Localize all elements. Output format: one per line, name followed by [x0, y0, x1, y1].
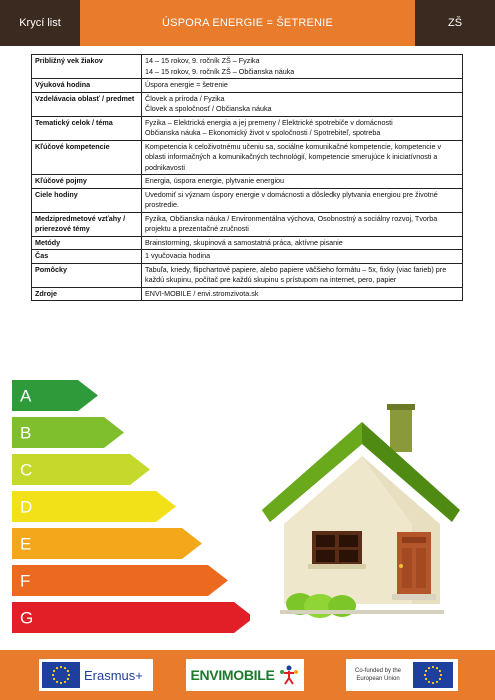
row-label: Medzipredmetové vzťahy / prierezové témy — [32, 212, 142, 236]
row-value: Fyzika – Elektrická energia a jej premeny / Elektrické spotrebiče v domácnosti Občianska náuka – Ekonomický život v spoločnosti / Spotrebiteľ, spotreba — [142, 116, 463, 140]
table-row — [32, 140, 463, 175]
row-label: Výuková hodina — [32, 79, 142, 93]
row-value: Kompetencia k celoživotnému učeniu sa, sociálne komunikačné kompetencie, kompetencie v oblasti informačných a komunikačných technológií, kompetencie smerujúce k iniciatívnosti a podnikavosti — [142, 140, 463, 175]
row-value: 1 vyučovacia hodina — [142, 250, 463, 264]
row-value: 14 – 15 rokov, 9. ročník ZŠ – Fyzika 14 – 15 rokov, 9. ročník ZŠ – Občianska náuka — [142, 55, 463, 79]
table-row — [32, 79, 463, 93]
energy-class-label: E — [20, 534, 32, 554]
table-row — [32, 236, 463, 250]
row-value: Úspora energie = šetrenie — [142, 79, 463, 93]
table-row — [32, 116, 463, 140]
energy-class-label: B — [20, 423, 32, 443]
erasmus-label: Erasmus+ — [84, 667, 143, 683]
envimobile-logo — [186, 659, 304, 691]
eu-flag-icon — [42, 662, 80, 688]
table-row — [32, 287, 463, 301]
energy-class-label: G — [20, 608, 34, 628]
energy-class-label: A — [20, 386, 32, 406]
table-row — [32, 92, 463, 116]
row-label: Vzdelávacia oblasť / predmet — [32, 92, 142, 116]
header-right-label: ZŠ — [415, 0, 495, 46]
header-title: ÚSPORA ENERGIE = ŠETRENIE — [80, 0, 415, 46]
table-row — [32, 175, 463, 189]
eu-flag-icon — [413, 662, 453, 688]
energy-class-label: D — [20, 497, 33, 517]
row-value: Tabuľa, kriedy, flipchartové papiere, alebo papiere väčšieho formátu – 5x, fixky (viac farieb) pre každú skupinu, počítač pre každú skupinu s prístupom na internet, pero, papier — [142, 263, 463, 287]
row-label: Kľúčové kompetencie — [32, 140, 142, 175]
table-row — [32, 55, 463, 79]
row-label: Kľúčové pojmy — [32, 175, 142, 189]
energy-class-g-bar — [12, 602, 250, 633]
row-value: ENVI-MOBILE / envi.stromzivota.sk — [142, 287, 463, 301]
cover-sheet-table — [31, 54, 463, 301]
energy-class-f-bar — [12, 565, 228, 596]
header-bar — [0, 0, 495, 46]
cofunded-label: Co-funded by the European Union — [354, 668, 402, 682]
row-value: Brainstorming, skupinová a samostatná práca, aktívne pisanie — [142, 236, 463, 250]
row-label: Tematický celok / téma — [32, 116, 142, 140]
energy-class-c-bar — [12, 454, 150, 485]
header-left-label: Krycí list — [0, 0, 80, 46]
row-label: Čas — [32, 250, 142, 264]
row-label: Približný vek žiakov — [32, 55, 142, 79]
energy-class-d-bar — [12, 491, 176, 522]
people-icon — [278, 664, 300, 686]
energy-class-label: F — [20, 571, 31, 591]
table-row — [32, 212, 463, 236]
house-illustration — [262, 404, 460, 632]
envimobile-label: ENVIMOBILE — [190, 667, 275, 683]
cofunded-eu-logo — [346, 659, 458, 691]
row-label: Ciele hodiny — [32, 188, 142, 212]
row-value: Človek a príroda / Fyzika Človek a spoločnosť / Občianska náuka — [142, 92, 463, 116]
row-value: Fyzika, Občianska náuka / Environmentálna výchova, Osobnostný a sociálny rozvoj, Tvorba projektu a prezentačné zručnosti — [142, 212, 463, 236]
energy-class-label: C — [20, 460, 33, 480]
row-value: Uvedomiť si význam úspory energie v domácnosti a dôsledky plytvania energiou pre životné prostredie. — [142, 188, 463, 212]
table-row — [32, 263, 463, 287]
row-value: Energia, úspora energie, plytvanie energiou — [142, 175, 463, 189]
energy-class-e-bar — [12, 528, 202, 559]
row-label: Zdroje — [32, 287, 142, 301]
table-row — [32, 250, 463, 264]
row-label: Metódy — [32, 236, 142, 250]
row-label: Pomôcky — [32, 263, 142, 287]
table-row — [32, 188, 463, 212]
energy-rating-scale — [0, 378, 250, 638]
footer-bar — [0, 650, 495, 700]
chimney — [390, 404, 412, 452]
erasmus-logo — [39, 659, 153, 691]
